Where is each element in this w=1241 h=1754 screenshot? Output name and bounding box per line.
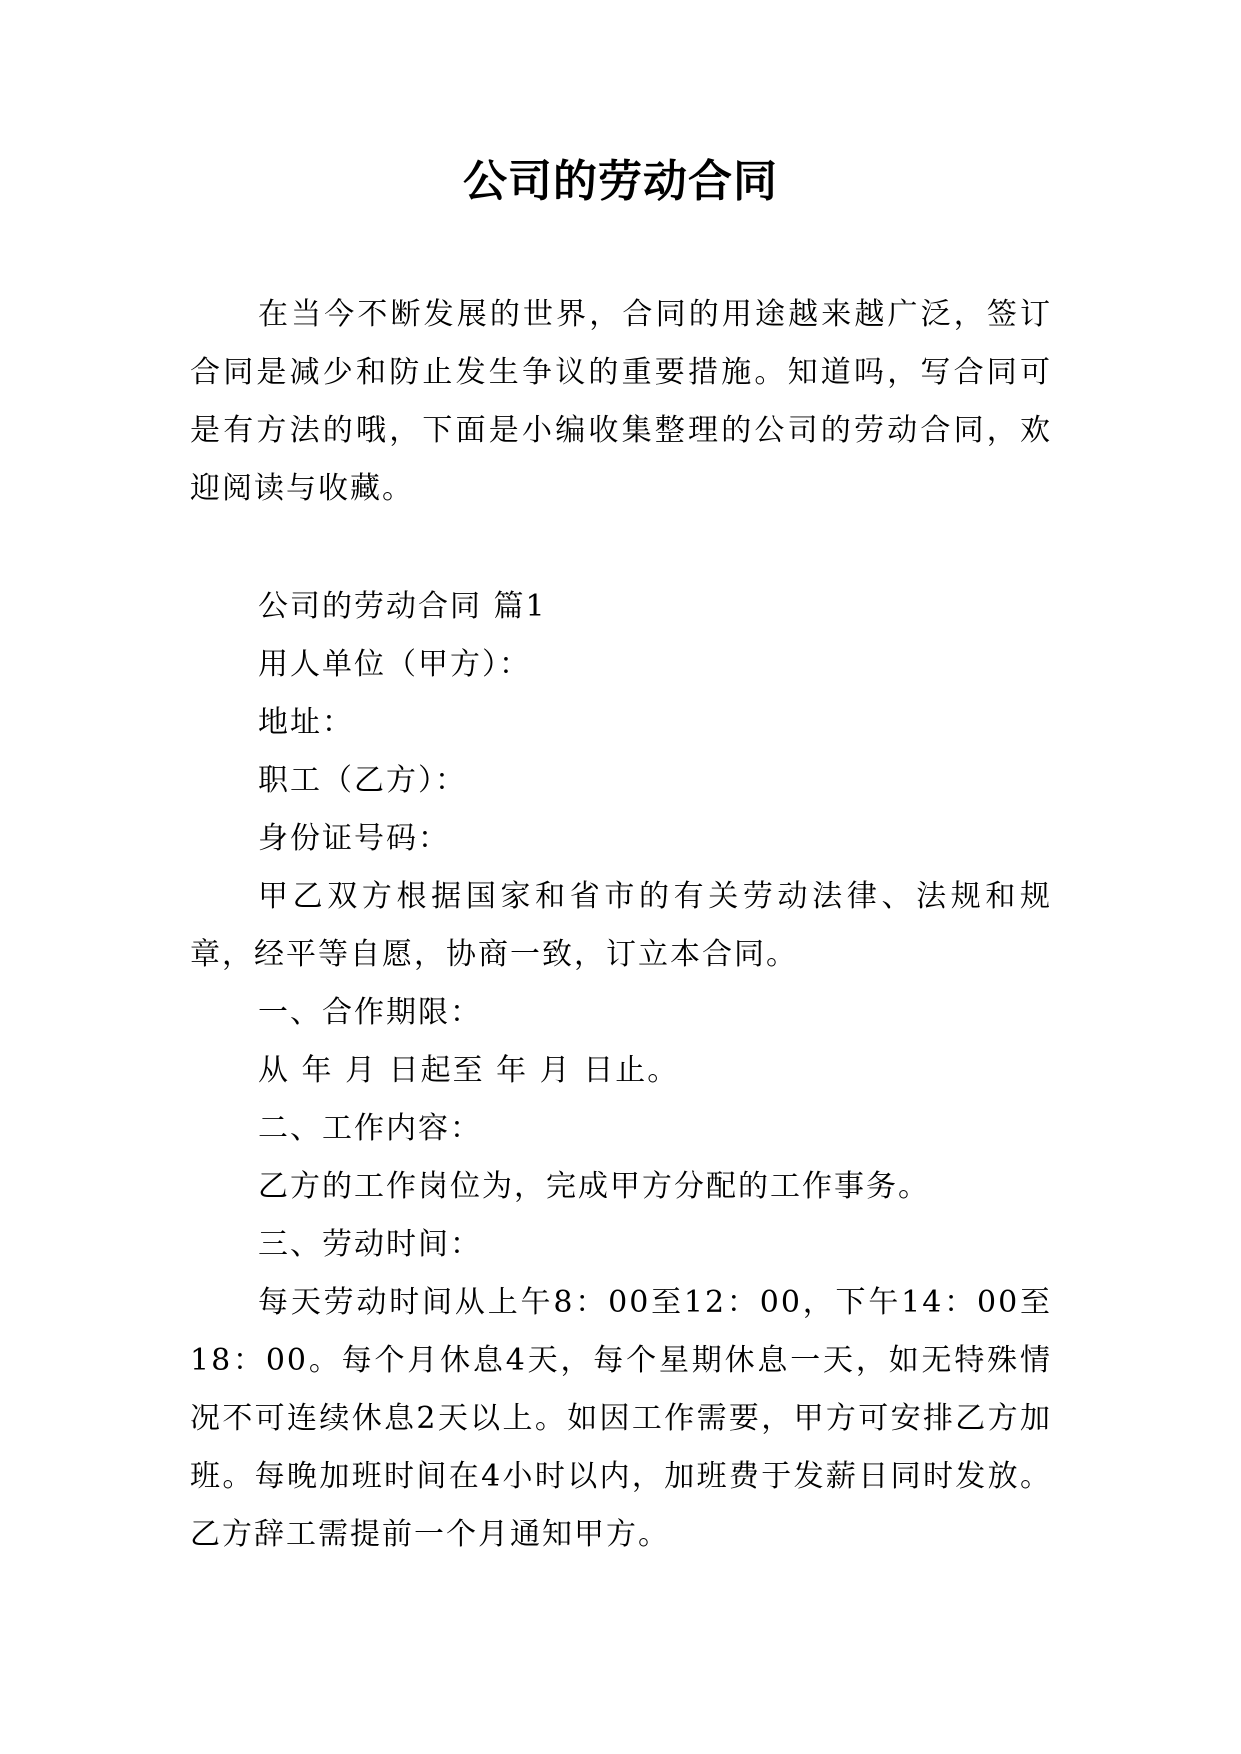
clause-3-text: 每天劳动时间从上午8：00至12：00，下午14：00至18：00。每个月休息4天，每个星期休息一天，如无特殊情况不可连续休息2天以上。如因工作需要，甲方可安排乙方加班。每晚加班时间在4小时以内，加班费于发薪日同时发放。乙方辞工需提前一个月通知甲方。 [190,1285,1052,1552]
clause-2-text: 乙方的工作岗位为，完成甲方分配的工作事务。 [258,1169,930,1204]
document-title: 公司的劳动合同 [463,156,778,207]
section-heading: 公司的劳动合同 篇1 [258,589,547,624]
agreement-paragraph: 甲乙双方根据国家和省市的有关劳动法律、法规和规章，经平等自愿，协商一致，订立本合同。 [190,879,1052,972]
clause-3-heading: 三、劳动时间： [258,1227,482,1262]
address-field: 地址： [258,705,354,740]
contract-body [190,578,1052,1564]
employer-field: 用人单位（甲方）： [258,647,531,682]
clause-1-heading: 一、合作期限： [258,995,482,1030]
clause-1-text: 从 年 月 日起至 年 月 日止。 [258,1053,680,1088]
clause-2-heading: 二、工作内容： [258,1111,482,1146]
intro-paragraph: 在当今不断发展的世界，合同的用途越来越广泛，签订合同是减少和防止发生争议的重要措施。知道吗，写合同可是有方法的哦，下面是小编收集整理的公司的劳动合同，欢迎阅读与收藏。 [190,297,1052,506]
id-number-field: 身份证号码： [258,821,450,856]
employee-field: 职工（乙方）： [258,763,467,798]
